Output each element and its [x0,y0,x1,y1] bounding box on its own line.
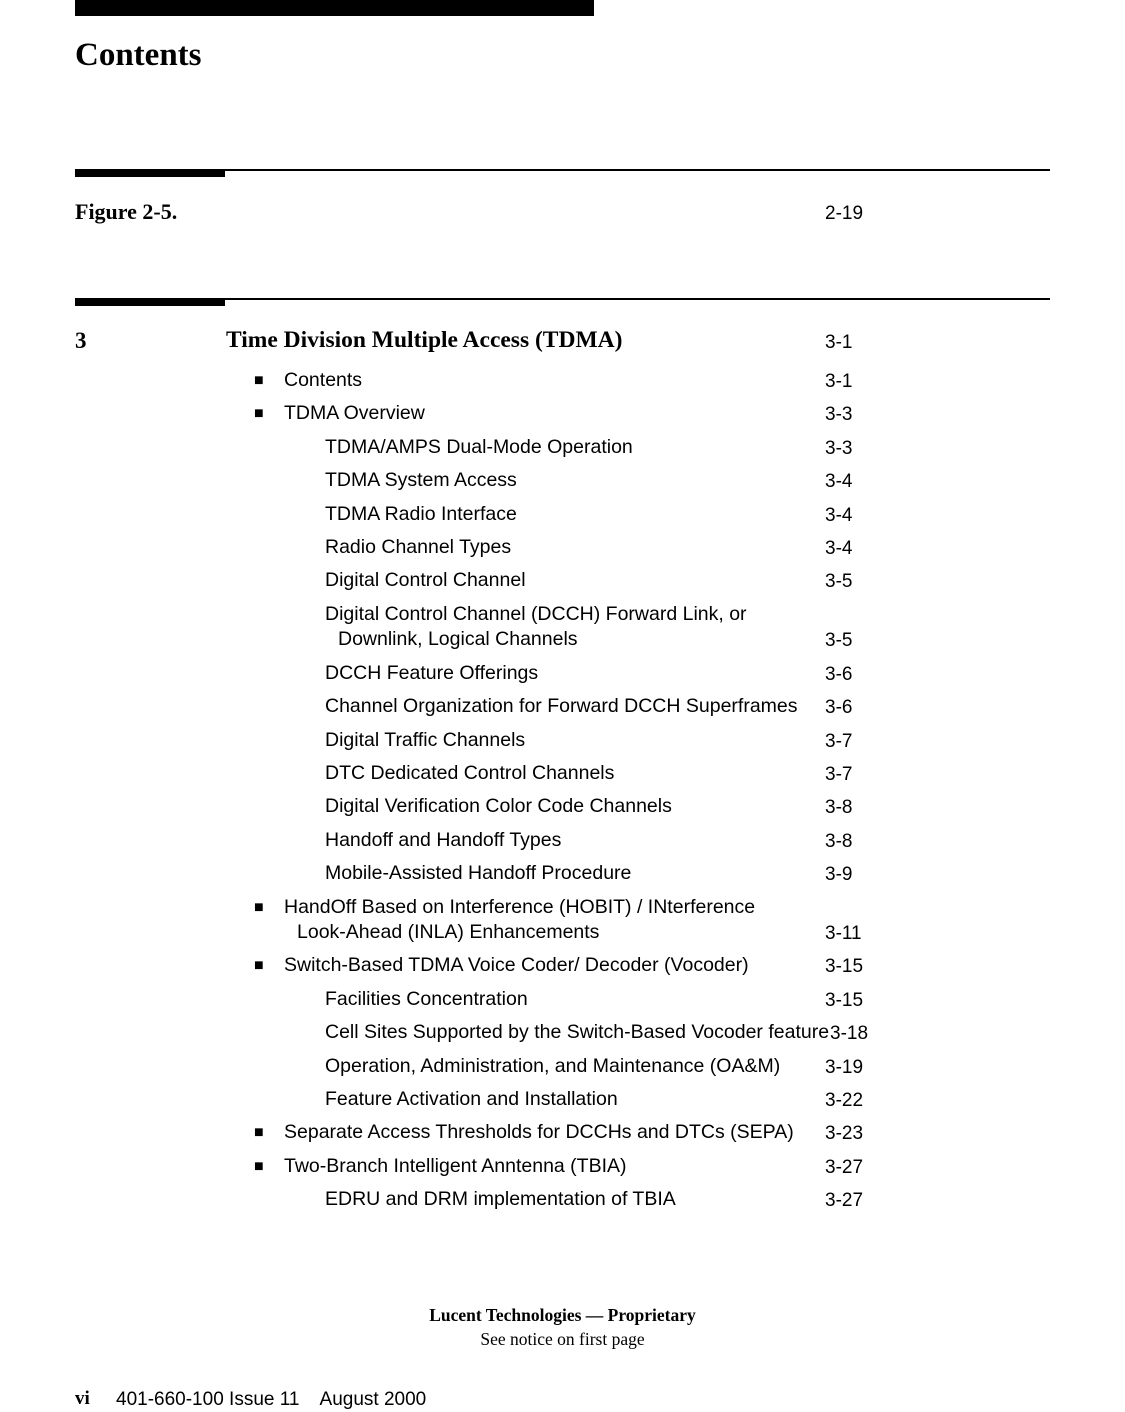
toc-entry-title: Contents [284,369,363,391]
toc-entry [325,435,633,460]
toc-entry [254,1120,794,1145]
toc-entry [325,468,517,493]
toc-entry-title: TDMA/AMPS Dual-Mode Operation [325,435,633,458]
chapter-page-number: 3-1 [825,332,853,353]
toc-entry [325,568,526,593]
toc-entry-title: DCCH Feature Offerings [325,661,539,684]
toc-entry-title: Digital Traffic Channels [325,728,526,751]
toc-entry [325,661,538,686]
toc-entry [325,794,672,819]
toc-entry-title: Operation, Administration, and Maintenance (OA&M) [325,1054,781,1077]
toc-entry-page: 3-18 [830,1023,869,1045]
toc-entry-page: 3-7 [825,730,853,752]
toc-entry-page: 3-5 [825,571,853,593]
bullet-icon: ■ [254,957,264,975]
toc-entry-page: 3-9 [825,864,853,886]
toc-entry-page: 3-3 [825,437,853,459]
toc-entry [254,895,756,945]
toc-entry-page: 3-4 [825,538,853,559]
toc-entry-title: Feature Activation and Installation [325,1088,618,1110]
toc-entry-title: Radio Channel Types [325,536,512,558]
toc-entry [325,1087,618,1112]
toc-entry [325,1020,829,1045]
bullet-icon: ■ [254,898,264,916]
toc-entry-page: 3-11 [825,923,862,944]
toc-entry-title: TDMA System Access [325,469,517,492]
toc-entry [254,953,749,978]
figure-entry-label: Figure 2-5. [75,199,178,224]
toc-entry-title: Facilities Concentration [325,987,528,1010]
chapter-rule [75,298,1050,306]
toc-entry-title-continued: Look-Ahead (INLA) Enhancements [297,920,600,943]
toc-entry-title: Digital Control Channel (DCCH) Forward Link, or [325,602,747,625]
section-rule [75,169,1050,177]
chapter-number: 3 [75,328,87,353]
toc-entry-title: Cell Sites Supported by the Switch-Based Vocoder feature [325,1021,830,1044]
bullet-icon: ■ [254,1157,264,1175]
toc-entry-title: Channel Organization for Forward DCCH Superframes [325,695,798,718]
header-bar [75,0,594,16]
toc-entry-title: HandOff Based on Interference (HOBIT) / INterference [284,895,756,918]
toc-entry-title-continued: Downlink, Logical Channels [338,627,578,650]
toc-entry [325,828,561,853]
toc-entry-page: 3-15 [825,989,864,1011]
figure-entry-page: 2-19 [825,203,864,224]
toc-entry-title: EDRU and DRM implementation of TBIA [325,1188,676,1211]
toc-entry-page: 3-8 [825,830,853,852]
toc-entry-title: DTC Dedicated Control Channels [325,761,615,784]
toc-entry [325,535,511,560]
toc-entry-page: 3-5 [825,630,853,652]
page-title: Contents [75,37,202,73]
bullet-icon: ■ [254,372,264,389]
chapter-title: Time Division Multiple Access (TDMA) [226,327,623,353]
toc-entry-title: Two-Branch Intelligent Anntenna (TBIA) [284,1154,627,1177]
toc-entry-page: 3-22 [825,1090,864,1111]
footer-notice: See notice on first page [480,1329,645,1349]
toc-entry-page: 3-19 [825,1056,864,1078]
toc-entry-title: Digital Control Channel [325,569,526,592]
toc-entry-page: 3-8 [825,797,853,819]
toc-entry-title: Switch-Based TDMA Voice Coder/ Decoder (Vocoder) [284,954,749,977]
toc-entry-page: 3-23 [825,1123,864,1145]
document-id: 401-660-100 Issue 11 August 2000 [116,1389,427,1410]
toc-entry-page: 3-15 [825,956,864,978]
toc-entry [325,1187,676,1212]
toc-entry-page: 3-6 [825,663,853,685]
toc-entry [254,1154,627,1179]
toc-entry-page: 3-6 [825,697,853,719]
toc-entry [325,602,747,652]
toc-entry-title: Separate Access Thresholds for DCCHs and DTCs (SEPA) [284,1121,794,1144]
toc-entry [325,1054,780,1079]
toc-entry-page: 3-27 [825,1190,864,1212]
toc-entry-page: 3-27 [825,1156,864,1178]
toc-entry-title: Handoff and Handoff Types [325,828,562,851]
toc-entry-title: Digital Verification Color Code Channels [325,795,672,818]
toc-entry-page: 3-4 [825,504,853,526]
page-folio: vi [75,1388,90,1409]
toc-entry [254,401,425,426]
bullet-icon: ■ [254,1124,264,1142]
toc-entry-title: Mobile-Assisted Handoff Procedure [325,862,632,885]
toc-entry [325,502,517,527]
toc-entry [325,987,528,1012]
toc-entry [254,368,363,393]
toc-entry-title: TDMA Radio Interface [325,502,517,525]
toc-entry [325,728,525,753]
bullet-icon: ■ [254,405,264,423]
toc-entry-page: 3-7 [825,763,853,785]
toc-entry [325,861,631,886]
footer-company: Lucent Technologies — Proprietary [429,1305,696,1325]
toc-entry-title: TDMA Overview [284,402,425,425]
toc-entry-page: 3-1 [825,371,853,392]
toc-entry-page: 3-3 [825,404,853,426]
toc-entry [325,761,614,786]
toc-entry-page: 3-4 [825,471,853,493]
toc-entry [325,694,798,719]
